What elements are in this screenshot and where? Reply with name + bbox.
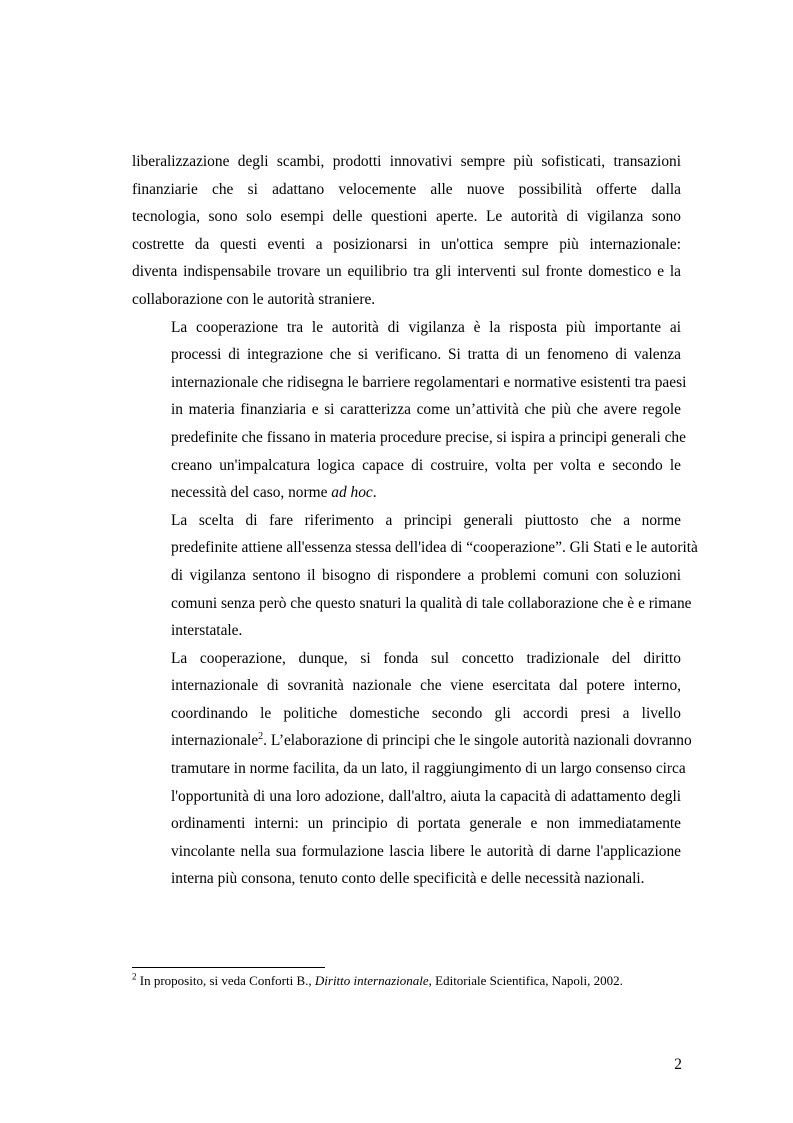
text-line: interstatale.: [171, 622, 243, 640]
footnote-text: In proposito, si veda Conforti B.,: [136, 973, 315, 988]
footnote-reference[interactable]: 2: [258, 731, 264, 743]
text-line: vincolante nella sua formulazione lascia libere le autorità di darne l'applicazione: [171, 842, 681, 860]
text-run: internazionale: [171, 732, 259, 750]
text-line: [132, 727, 692, 755]
paragraph-3: [132, 507, 698, 645]
text-line: l'opportunità di una loro adozione, dall'altro, aiuta la capacità di adattamento degli: [171, 787, 681, 805]
text-line: La cooperazione, dunque, si fonda sul concetto tradizionale del diritto: [171, 649, 681, 667]
text-line: tramutare in norme facilita, da un lato, il raggiungimento di un largo consenso circa: [171, 760, 686, 778]
text-line: [132, 479, 681, 507]
body-text: [132, 148, 698, 893]
paragraph-4: [132, 645, 692, 893]
text-run: necessità del caso, norme: [171, 484, 332, 502]
text-line: predefinite attiene all'essenza stessa dell'idea di “cooperazione”. Gli Stati e le autorità: [171, 539, 698, 557]
text-line: tecnologia, sono solo esempi delle questioni aperte. Le autorità di vigilanza sono: [132, 208, 681, 226]
text-line: La scelta di fare riferimento a principi generali piuttosto che a norme: [171, 511, 681, 529]
text-line: interna più consona, tenuto conto delle specificità e delle necessità nazionali.: [171, 870, 645, 888]
text-line: internazionale di sovranità nazionale che viene esercitata dal potere interno,: [171, 677, 681, 695]
paragraph-2: [132, 314, 687, 507]
footnote-text: , Editoriale Scientifica, Napoli, 2002.: [428, 973, 623, 988]
footnote-divider: [132, 967, 325, 968]
text-line: predefinite che fissano in materia procedure precise, si ispira a principi generali che: [171, 428, 686, 446]
text-line: La cooperazione tra le autorità di vigilanza è la risposta più importante ai: [171, 318, 681, 336]
footnote-title: Diritto internazionale: [314, 973, 429, 988]
paragraph-1: [132, 148, 681, 314]
text-line: processi di integrazione che si verificano. Si tratta di un fenomeno di valenza: [171, 346, 681, 364]
text-line: finanziarie che si adattano velocemente alle nuove possibilità offerte dalla: [132, 180, 681, 198]
footnote: [132, 972, 692, 990]
text-line: in materia finanziaria e si caratterizza come un’attività che più che avere regole: [171, 401, 681, 419]
text-line: liberalizzazione degli scambi, prodotti innovativi sempre più sofisticati, transazioni: [132, 153, 681, 170]
text-run: . L’elaborazione di principi che le singole autorità nazionali dovranno: [263, 732, 692, 750]
text-line: coordinando le politiche domestiche secondo gli accordi presi a livello: [171, 704, 681, 722]
text-line: diventa indispensabile trovare un equilibrio tra gli interventi sul fronte domestico e la: [132, 263, 681, 281]
text-line: di vigilanza sentono il bisogno di rispondere a problemi comuni con soluzioni: [171, 566, 681, 584]
page-number: 2: [674, 1056, 682, 1073]
text-line: ordinamenti interni: un principio di portata generale e non immediatamente: [171, 815, 681, 833]
italic-term: ad hoc: [331, 484, 373, 502]
text-line: comuni senza però che questo snaturi la qualità di tale collaborazione che è e rimane: [171, 594, 692, 612]
text-line: costrette da questi eventi a posizionarsi in un'ottica sempre più internazionale:: [132, 235, 681, 253]
text-run: .: [372, 484, 377, 502]
text-line: internazionale che ridisegna le barriere regolamentari e normative esistenti tra paesi: [171, 373, 687, 391]
text-line: creano un'impalcatura logica capace di costruire, volta per volta e secondo le: [171, 456, 681, 474]
text-line: collaborazione con le autorità straniere.: [132, 290, 376, 308]
footnote-number: 2: [132, 971, 137, 982]
